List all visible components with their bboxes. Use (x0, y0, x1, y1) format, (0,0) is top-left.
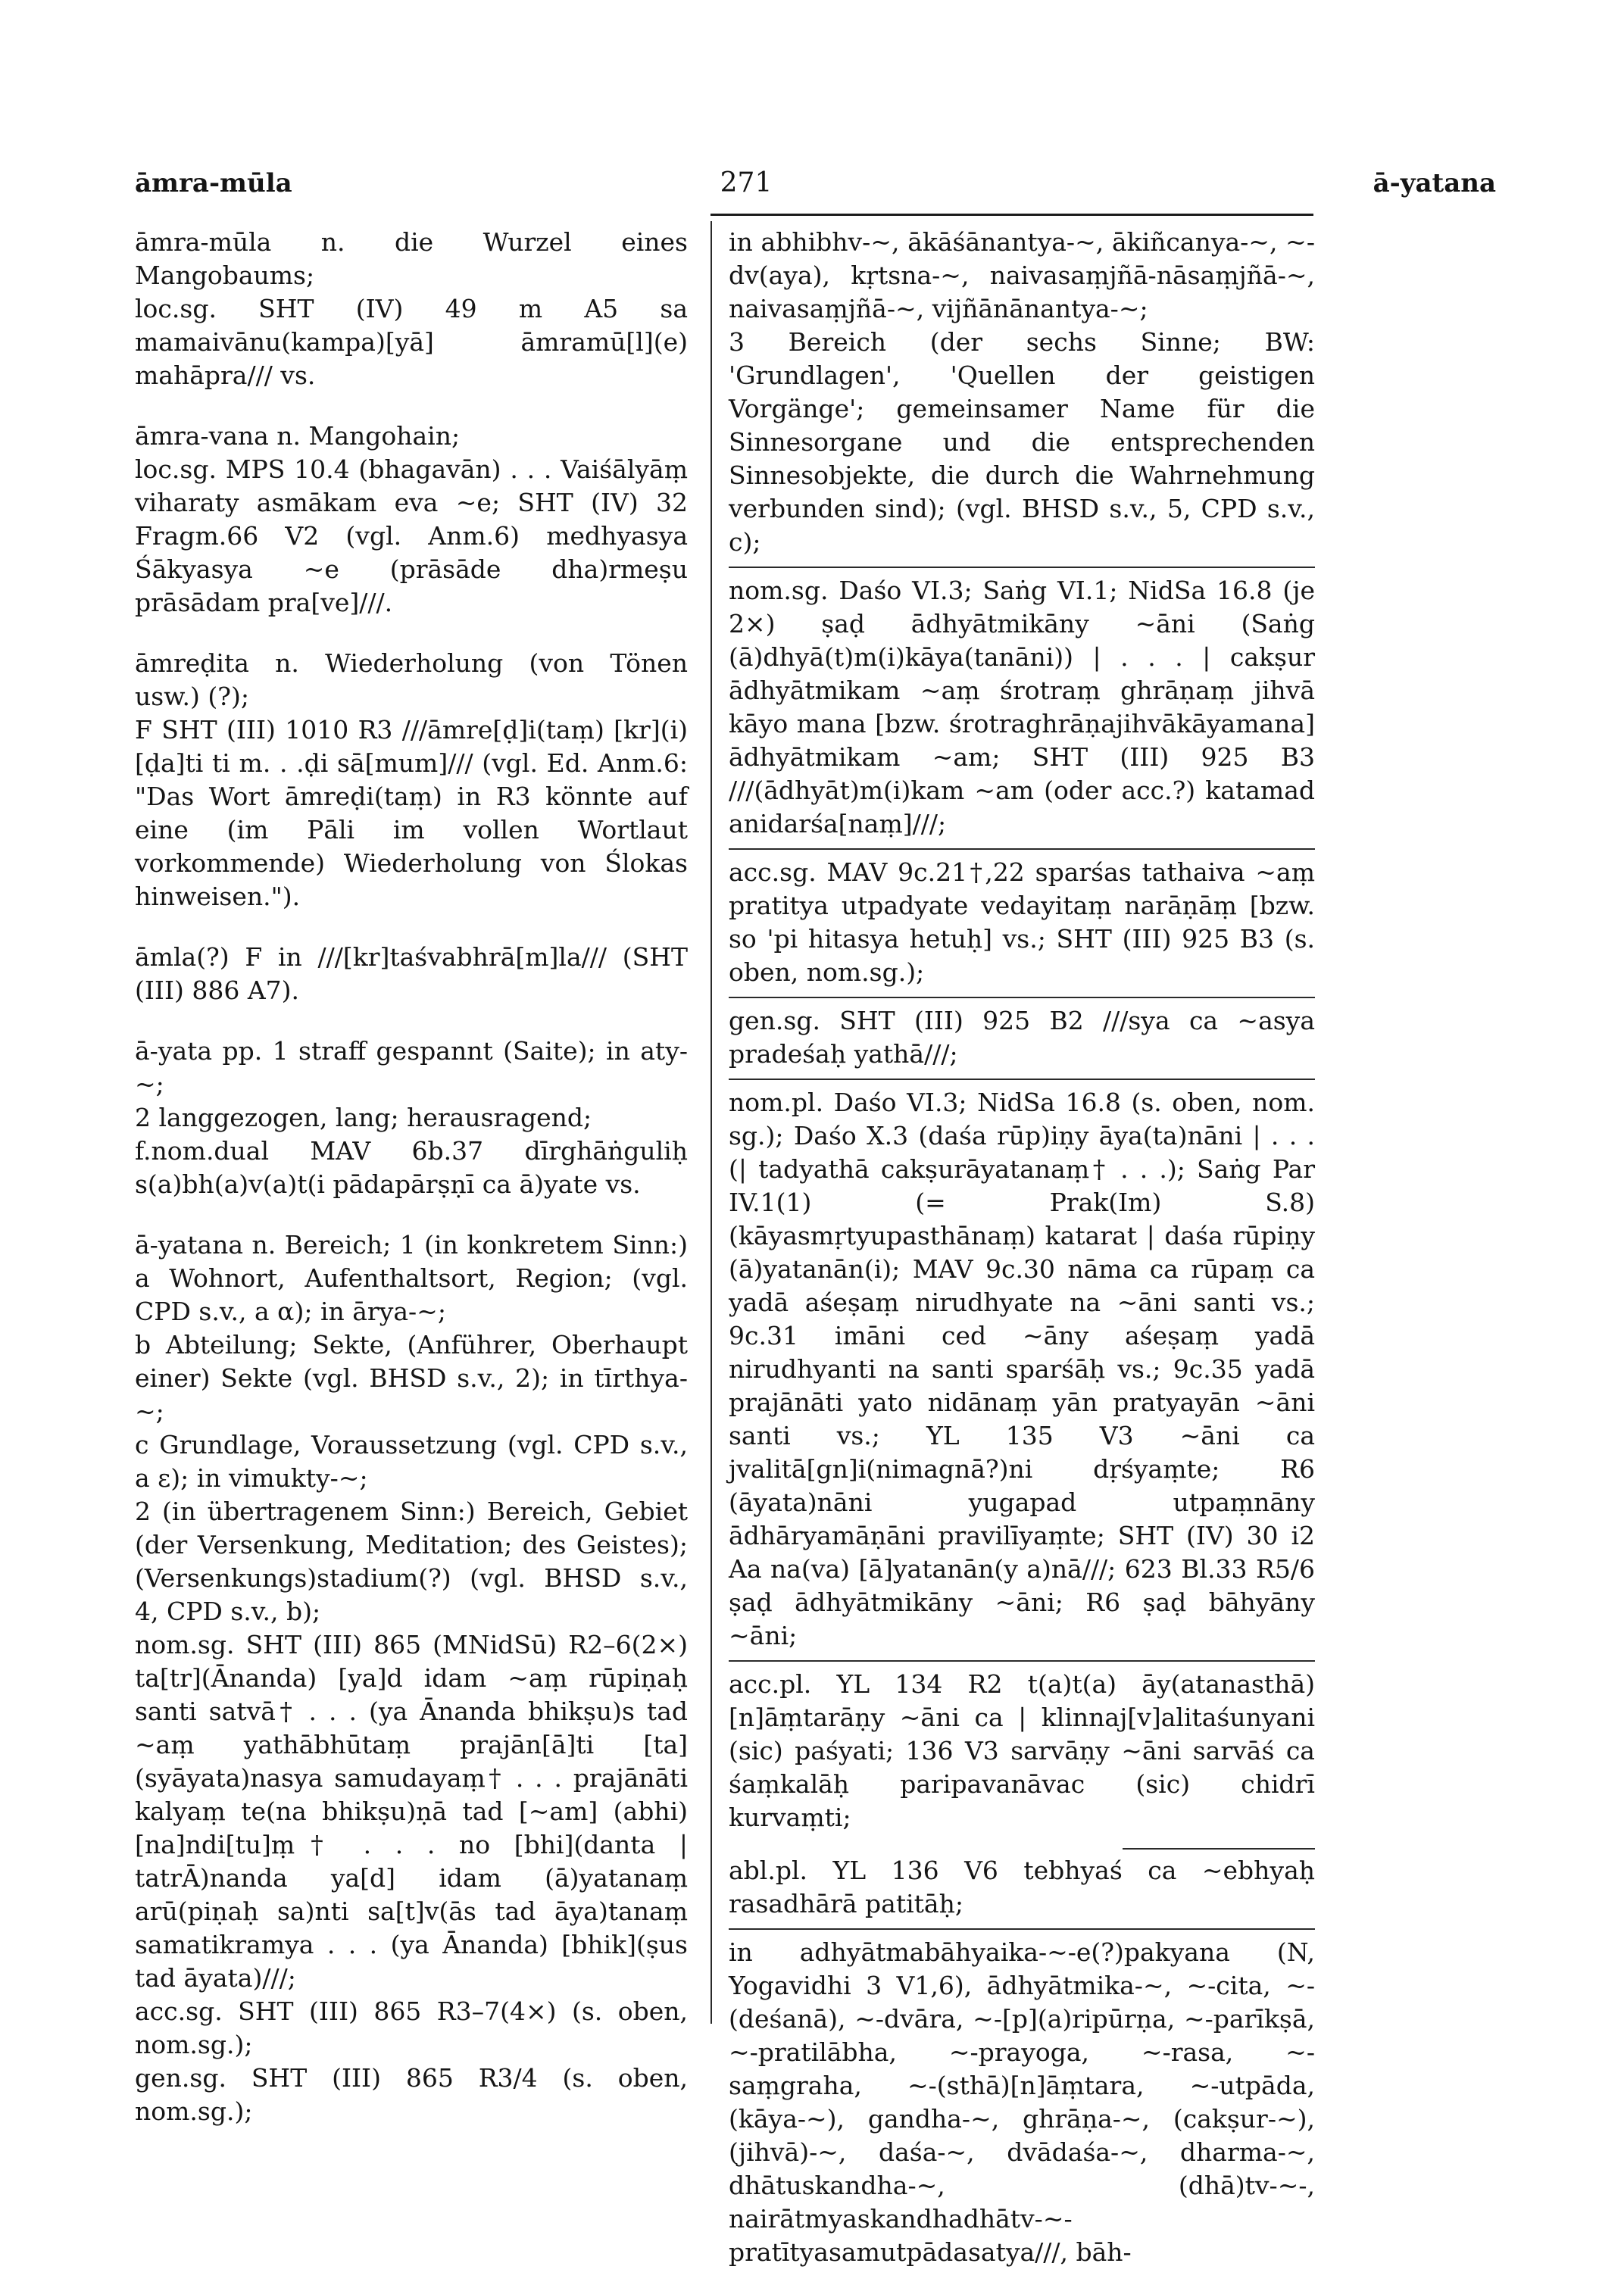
entry-line: F SHT (III) 1010 R3 ///āmre[ḍ]i(taṃ) [kr](i)[ḍa]ti ti m. . .ḍi sā[mum]/// (vgl. Ed. Anm.6: "Das Wort āmreḍi(taṃ) in R3 könnte auf eine (im Pāli im vollen Wortlaut vorkommende) Wiederholung von Ślokas hinweisen."). (135, 715, 688, 911)
entry-compounds: in adhyātmabāhyaika-~-e(?)pakyana (N, Yogavidhi 3 V1,6), ādhyātmika-~, ~-cita, ~-(deśanā), ~-dvāra, ~-[p](a)ripūrṇa, ~-parīkṣā, ~-pratilābha, ~-prayoga, ~-rasa, ~-saṃgraha, ~-(sthā)[n]āṃtara, ~-utpāda, (kāya-~), gandha-~, ghrāṇa-~, (cakṣur-~), (jihvā)-~, daśa-~, dvādaśa-~, dharma-~, dhātuskandha-~, (dhā)tv-~-, nairātmyaskandhadhātv-~-pratītyasamutpādasatya///, bāh- (729, 1928, 1315, 2269)
entry-amra-mula: āmra-mūla n. die Wurzel eines Mangobaums; (135, 227, 688, 290)
entry-line: b Abteilung; Sekte, (Anführer, Oberhaupt einer) Sekte (vgl. BHSD s.v., 2); in tīrthya-~; (135, 1330, 688, 1426)
entry-line: f.nom.dual MAV 6b.37 dīrghāṅguliḥ s(a)bh(a)v(a)t(i pādapārṣṇī ca ā)yate vs. (135, 1136, 688, 1199)
header-right-catchword: ā-yatana (1373, 168, 1496, 198)
entry-acc-sg: acc.sg. MAV 9c.21†,22 sparśas tathaiva ~aṃ pratitya utpadyate vedayitaṃ narāṇāṃ [bzw. so 'pi hitasya hetuḥ] vs.; SHT (III) 925 B3 (s. oben, nom.sg.); (729, 848, 1315, 989)
entry-abl-pl: abl.pl. YL 136 V6 tebhyaś ca ~ebhyaḥ rasadhārā patitāḥ; (729, 1842, 1315, 1921)
entry-line: in abhibhv-~, ākāśānantya-~, ākiñcanya-~, ~-dv(aya), kṛtsna-~, naivasaṃjñā-nāsaṃjñā-~, naivasaṃjñā-~, vijñānānantya-~; (729, 227, 1315, 323)
entry-line: 2 (in übertragenem Sinn:) Bereich, Gebiet (der Versenkung, Meditation; des Geistes); (Versenkungs)stadium(?) (vgl. BHSD s.v., 4, CPD s.v., b); (135, 1497, 688, 1626)
entry-amra-vana: āmra-vana n. Mangohain; (135, 421, 461, 451)
entry-amredita: āmreḍita n. Wiederholung (von Tönen usw.) (?); (135, 648, 688, 711)
entry-a-yata: ā-yata pp. 1 straff gespannt (Saite); in aty-~; (135, 1036, 688, 1099)
entry-gen-sg: gen.sg. SHT (III) 925 B2 ///sya ca ~asya pradeśaḥ yathā///; (729, 997, 1315, 1071)
entry-a-yatana: ā-yatana n. Bereich; 1 (in konkretem Sinn:) a Wohnort, Aufenthaltsort, Region; (vgl. CPD s.v., a α); in ārya-~; (135, 1230, 688, 1326)
entry-amla: āmla(?) F in ///[kr]taśvabhrā[m]la/// (SHT (III) 886 A7). (135, 942, 688, 1005)
entry-line: acc.sg. SHT (III) 865 R3–7(4×) (s. oben, nom.sg.); (135, 1996, 688, 2059)
right-column (729, 226, 1315, 2269)
entry-line: gen.sg. SHT (III) 865 R3/4 (s. oben, nom.sg.); (135, 2063, 688, 2126)
entry-nom-pl: nom.pl. Daśo VI.3; NidSa 16.8 (s. oben, nom. sg.); Daśo X.3 (daśa rūp)iṇy āya(ta)nāni | . . . (| tadyathā cakṣurāyatanaṃ† . . .); Saṅg Par IV.1(1) (= Prak(Im) S.8) (kāyasmṛtyupasthānaṃ) katarat | daśa rūpiṇy (ā)yatanān(i); MAV 9c.30 nāma ca rūpaṃ ca yadā aśeṣaṃ nirudhyate na ~āni santi vs.; 9c.31 imāni ced ~āny aśeṣaṃ yadā nirudhyanti na santi sparśāḥ vs.; 9c.35 yadā prajānāti yato nidānaṃ yān pratyayān ~āni santi vs.; YL 135 V3 ~āni ca jvalitā[gn]i(nimagnā?)ni dṛśyaṃte; R6 (āyata)nāni yugapad utpaṃnāny ādhāryamāṇāni pravilīyaṃte; SHT (IV) 30 i2 Aa na(va) [ā]yatanān(y a)nā///; 623 Bl.33 R5/6 ṣaḍ ādhyātmikāny ~āni; R6 ṣaḍ bāhyāny ~āni; (729, 1079, 1315, 1653)
header-left-catchword: āmra-mūla (135, 168, 292, 198)
page-number: 271 (720, 167, 773, 198)
entry-line: c Grundlage, Voraussetzung (vgl. CPD s.v., a ε); in vimukty-~; (135, 1430, 688, 1493)
column-divider (710, 221, 712, 2024)
entry-nom-sg: nom.sg. Daśo VI.3; Saṅg VI.1; NidSa 16.8 (je 2×) ṣaḍ ādhyātmikāny ~āni (Saṅg (ā)dhyā(t)m(i)kāya(tanāni)) | . . . | cakṣur ādhyātmikam ~aṃ śrotraṃ ghrāṇaṃ jihvā kāyo mana [bzw. śrotraghrāṇajihvākāyamana] ādhyātmikam ~am; SHT (III) 925 B3 ///(ādhyāt)m(i)kam ~am (oder acc.?) katamad anidarśa[naṃ]///; (729, 567, 1315, 841)
entry-line: loc.sg. SHT (IV) 49 m A5 sa mamaivānu(kampa)[yā] āmramū[l](e) mahāpra/// vs. (135, 294, 688, 390)
entry-sense-3: 3 Bereich (der sechs Sinne; BW: 'Grundlagen', 'Quellen der geistigen Vorgänge'; gemeinsamer Name für die Sinnesorgane und die entsprechenden Sinnesobjekte, die durch die Wahrnehmung verbunden sind); (vgl. BHSD s.v., 5, CPD s.v., c); (729, 327, 1315, 557)
entry-acc-pl: acc.pl. YL 134 R2 t(a)t(a) āy(atanasthā)[n]āṃtarāṇy ~āni ca | klinnaj[v]alitaśunyani (sic) paśyati; 136 V3 sarvāṇy ~āni sarvāś ca śaṃkalāḥ paripavanāvac (sic) chidrī kurvaṃti; (729, 1660, 1315, 1834)
entry-line: nom.sg. SHT (III) 865 (MNidSū) R2–6(2×) ta[tr](Ānanda) [ya]d idam ~aṃ rūpiṇaḥ santi satvā† . . . (ya Ānanda bhikṣu)s tad ~aṃ yathābhūtaṃ prajān[ā]ti [ta](syāyata)nasya samudayaṃ† . . . prajānāti kalyaṃ te(na bhikṣu)ṇā tad [~am] (abhi)[na]ndi[tu]ṃ† . . . no [bhi](danta | tatrĀ)nanda ya[d] idam (ā)yatanaṃ arū(piṇaḥ sa)nti sa[t]v(ās tad āya)tanaṃ samatikramya . . . (ya Ānanda) [bhik](ṣus tad āyata)///; (135, 1630, 688, 1993)
entry-line: loc.sg. MPS 10.4 (bhagavān) . . . Vaiśālyāṃ viharaty asmākam eva ~e; SHT (IV) 32 Fragm.66 V2 (vgl. Anm.6) medhyasya Śākyasya ~e (prāsāde dha)rmeṣu prāsādam pra[ve]///. (135, 454, 688, 617)
entry-line: 2 langgezogen, lang; herausragend; (135, 1103, 592, 1132)
header-rule (710, 214, 1313, 216)
left-column (135, 226, 688, 2128)
